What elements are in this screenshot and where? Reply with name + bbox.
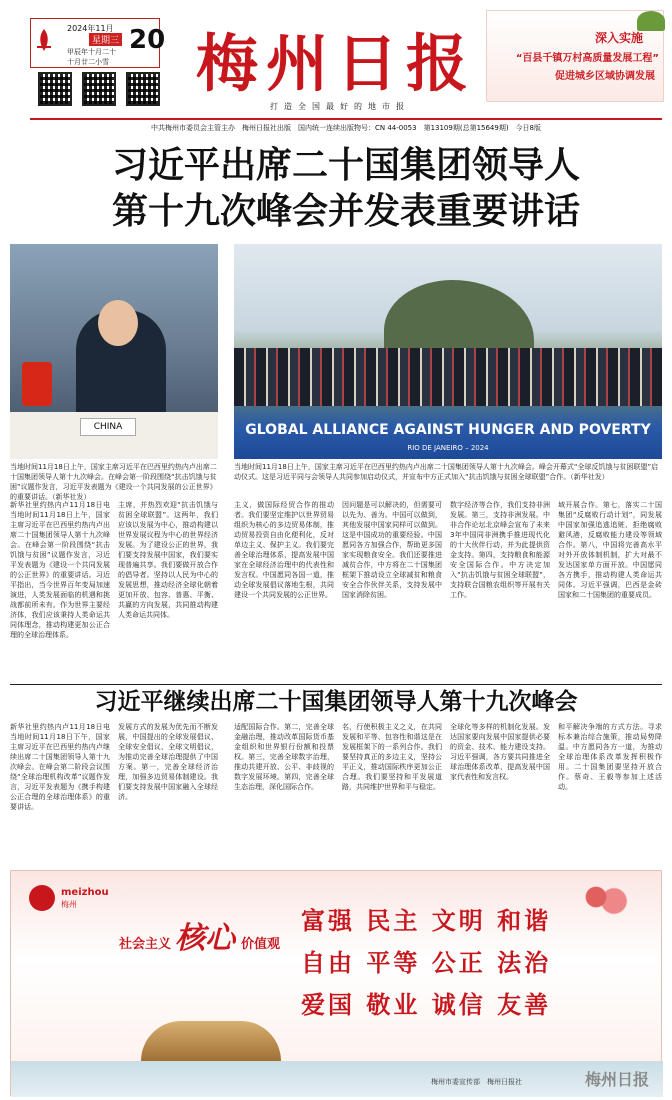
promo-banner [486,10,664,102]
flag-icon [22,362,52,406]
publication-info-bar: 中共梅州市委员会主管主办 梅州日报社出版 国内统一连续出版物号：CN 44-0053 第13109期(总第15649期) 今日8版 [30,118,662,134]
ad-slogan-suffix: 价值观 [241,937,281,952]
photo-group [234,244,662,459]
alliance-subtitle: RIO DE JANEIRO – 2024 [407,444,489,452]
newspaper-slogan: 打造全国最好的地市报 [270,102,410,111]
article-column: 因问题是可以解决的，但需要可以先为、善为。中国可以做到，其他发展中国家同样可以做到。这是中国成功的重要经验。中国愿同各方加强合作，帮助更多国家实现粮食安全。我们还要推进减贫合作，中方将在二十国集团框架下推动设立全球减贫和粮食安全合作伙伴关系，支持发展中国家消除贫困。 [342,501,442,599]
date-solar-term: 十月廿二小雪 [67,58,109,66]
promo-line: “百县千镇万村高质量发展工程” [515,53,659,64]
masthead [0,0,672,118]
alliance-banner: GLOBAL ALLIANCE AGAINST HUNGER AND POVERTY [245,422,651,438]
article-column: 全球化等多样的机制化发展。发达国家要向发展中国家提供必要的资金、技术、能力建设支持。习近平强调，各方要共同推进全球治理体系改革，提高发展中国家代表性和发言权。 [450,723,550,781]
core-values-line: 自由 平等 公正 法治 [301,948,552,977]
article-column: 域开展合作。第七，落实二十国集团“反腐败行动计划”，同发展中国家加强追逃追赃、拒绝腐败避风港，反腐败能力建设等领域合作。第八，中国将完善高水平对外开放体制机制，扩大对最不发达国家单方面开放。中国愿同各方携手，推动构建人类命运共同体。习近平强调，巴西是金砖国家和二十国集团的重要成员。 [558,501,662,599]
newspaper-title-text: 梅州日报 [195,27,476,100]
photo-caption: 当地时间11月18日上午，国家主席习近平在巴西里约热内卢出席二十国集团领导人第十九次峰会。峰会开幕式“全球反饥饿与贫困联盟”启动仪式。这是习近平同与会领导人共同参加启动仪式，并宣布中方正式加入“抗击饥饿与贫困全球联盟”合作。（新华社发） [234,463,659,481]
promo-line: 促进城乡区域协调发展 [555,71,655,82]
headline-line: 第十九次峰会并发表重要讲话 [111,190,580,232]
qr-code-icon[interactable] [82,72,116,106]
article-column: 适配国际合作。第二，完善全球金融治理，推动改革国际货币基金组织和世界银行份额和投票权。第三，完善全球数字治理，推动共建开放、公平、非歧视的数字发展环境。第四，完善全球生态治理，深化国际合作。 [234,723,334,791]
watermark: 梅州日报 [585,1070,650,1089]
ad-slogan-core: 核心 [175,921,235,956]
ad-brand: meizhou [61,887,109,898]
qr-code-icon[interactable] [126,72,160,106]
article-column: 数字经济等合作，我们支持非洲发展。第三，支持非洲发展。中非合作论坛北京峰会宣布了未来3年中国同非洲携手推进现代化的十大伙伴行动，并为此提供资金支持。第四，支持粮食和能源安全国际合作。中方决定加入“抗击饥饿与贫困全球联盟”，支持联合国粮农组织等开展有关工作。 [450,501,550,599]
article-column: 主义，做国际经贸合作的推动者。我们要坚定维护以世界贸易组织为核心的多边贸易体制，推动贸易投资自由化便利化，反对单边主义、保护主义。我们要完善全球治理体系，提高发展中国家在全球经济治理中的代表性和发言权。中国愿同各国一道，推动全球发展倡议落地生根，共同建设一个共同发展的公正世界。 [234,501,334,599]
speaker-face [98,300,138,346]
core-values-line: 富强 民主 文明 和谐 [301,906,552,935]
newspaper-logo-icon [35,27,53,53]
promo-line: 深入实施 [594,31,643,45]
ad-brand-cn: 梅州 [61,900,77,909]
meizhou-logo-icon [29,885,55,911]
ad-slogan-prefix: 社会主义 [119,937,172,952]
leaders-group [234,348,662,406]
plum-blossom-icon [551,877,641,917]
date-year-month: 2024年11月 [67,24,114,33]
newspaper-title [186,8,486,100]
tree-icon [637,11,665,31]
photo-caption: 当地时间11月18日上午，国家主席习近平在巴西里约热内卢出席二十国集团领导人第十九次峰会。在峰会第一阶段围绕“抗击饥饿与贫困”议题作发言，习近平发表题为《建设一个共同发展的公正世界》的重要讲话。（新华社发） [10,463,217,501]
date-weekday: 星期三 [89,33,122,46]
headline-line: 习近平出席二十国集团领导人 [111,144,580,186]
article-column: 和平解决争端的方式方法。寻求标本兼治综合施策，推动局势降温。中方愿同各方一道，为推动全球治理体系改革发挥积极作用。二十国集团要坚持开放合作。蔡奇、王毅等参加上述活动。 [558,723,662,791]
round-building-illustration [141,1021,281,1065]
photo-speech [10,244,218,459]
qr-code-icon[interactable] [38,72,72,106]
water-illustration [11,1061,663,1097]
article-column: 新华社里约热内卢11月18日电 当地时间11月18日下午，国家主席习近平在巴西里约热内卢继续出席二十国集团领导人第十九次峰会。在峰会第二阶段会议围绕“全球治理机构改革”议题作发言，习近平发表题为《携手构建公正合理的全球治理体系》的重要讲话。 [10,723,117,811]
date-lunar: 甲辰年十月二十 [67,48,116,56]
article-column: 主席，并热烈欢迎“抗击饥饿与贫困全球联盟”。这两年，我们应该以发展为中心，推动构建以世界发展议程为中心的世界经济发展。为了建设公正的世界，我们要支持发展中国家，我们要实现普遍共享。我们要做开放合作的倡导者。坚持以人民为中心的发展思想，推动经济全球化朝着更加开放、包容、普惠、平衡、共赢的方向发展，共同推动构建人类命运共同体。 [118,501,218,619]
core-values-line: 爱国 敬业 诚信 友善 [301,990,552,1019]
core-values-ad [10,870,662,1096]
article-column: 发展方式的发展为优先而不断发展，中国提出的全球发展倡议、全球安全倡议、全球文明倡议，为推动完善全球治理提供了中国方案。第一，完善全球经济治理，加强多边贸易体制建设。我们要支持发展中国家融入全球经济。 [118,723,218,801]
nameplate: CHINA [80,418,136,436]
article-column: 新华社里约热内卢11月18日电 当地时间11月18日上午，国家主席习近平在巴西里约热内卢出席二十国集团领导人第十九次峰会。在峰会第一阶段围绕“抗击饥饿与贫困”议题作发言，习近平发表题为《建设一个共同发展的公正世界》的重要讲话。习近平指出，当今世界百年变局加速演进，人类发展面临的机遇和挑战都前所未有。作为世界主要经济体，我们应该秉持人类命运共同体理念，推动构建更加公正合理的全球治理体系。 [10,501,117,639]
article-column: 名，行使积极主义之义，在共同发展和平等、包容性和谐这是在发展框架下的一系列合作。我们要坚持真正的多边主义，坚持公平正义，推动国际秩序更加公正合理。我们要坚持和平发展道路，共同维护世界和平与稳定。 [342,723,442,791]
ad-footer: 梅州市委宣传部 梅州日报社 [431,1078,522,1086]
date-day: 20 [129,25,166,55]
date-box [30,18,166,68]
second-headline: 习近平继续出席二十国集团领导人第十九次峰会 [10,684,662,717]
main-headline [30,142,662,234]
